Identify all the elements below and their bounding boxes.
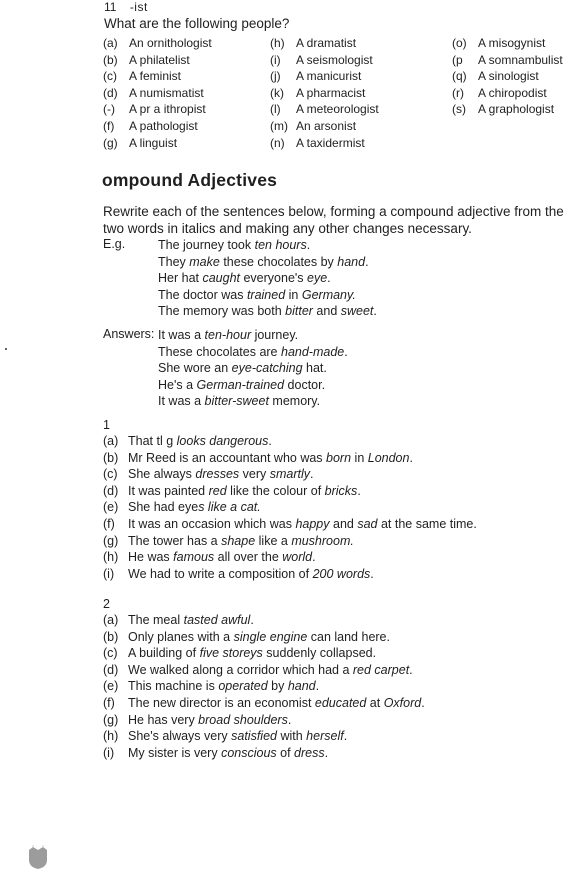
exercise-item bbox=[103, 678, 425, 695]
italic-phrase: s like a cat. bbox=[198, 500, 261, 515]
italic-phrase: eye bbox=[307, 271, 328, 286]
answers-lines bbox=[158, 327, 348, 410]
item-label: (p bbox=[452, 52, 463, 67]
item-text: A meteorologist bbox=[296, 102, 379, 117]
item-label: (g) bbox=[103, 135, 118, 150]
sentence-line bbox=[158, 254, 377, 271]
item-label: (h) bbox=[103, 550, 119, 565]
text-run: That tl g bbox=[128, 434, 177, 448]
exercise-item bbox=[103, 662, 425, 679]
item-text: A pharmacist bbox=[296, 85, 366, 100]
item-label: (b) bbox=[103, 629, 119, 644]
italic-phrase: famous bbox=[173, 550, 215, 565]
text-run: at the same time. bbox=[377, 516, 477, 531]
person-item bbox=[452, 52, 563, 69]
text-run: The journey took bbox=[158, 238, 255, 252]
item-text: A taxidermist bbox=[296, 135, 365, 150]
italic-phrase: eye-catching bbox=[231, 361, 303, 376]
item-label: (h) bbox=[270, 36, 285, 50]
margin-mark bbox=[5, 348, 7, 350]
italic-phrase: looks dangerous bbox=[176, 434, 269, 448]
text-run: . bbox=[310, 467, 314, 482]
item-label: (l) bbox=[270, 102, 281, 117]
item-label: (c) bbox=[103, 69, 117, 84]
text-run: with bbox=[276, 729, 307, 744]
italic-phrase: tasted awful bbox=[183, 613, 251, 627]
person-item bbox=[270, 135, 379, 152]
text-run: . bbox=[287, 712, 292, 727]
person-item bbox=[103, 135, 212, 152]
instructions: Rewrite each of the sentences below, forming a compound adjective from the two words in italics and making any other changes necessary. bbox=[103, 204, 564, 236]
text-run: Mr Reed is an accountant who was bbox=[128, 450, 327, 465]
item-label: (r) bbox=[452, 85, 464, 100]
italic-phrase: 200 words bbox=[312, 566, 371, 581]
shield-icon bbox=[27, 844, 49, 870]
person-item bbox=[270, 118, 379, 135]
text-run: like the colour of bbox=[226, 483, 325, 498]
person-item bbox=[452, 85, 563, 102]
person-item bbox=[103, 68, 212, 85]
text-run: these chocolates by bbox=[219, 254, 338, 269]
exercise-item bbox=[103, 483, 477, 500]
italic-phrase: five storeys bbox=[199, 646, 263, 661]
text-run: He has very bbox=[128, 712, 199, 727]
text-run: We had to write a composition of bbox=[128, 566, 313, 581]
text-run: . bbox=[312, 550, 316, 565]
exercise-2-number: 2 bbox=[103, 597, 110, 611]
text-run: It was an occasion which was bbox=[128, 516, 296, 531]
text-run: like a bbox=[255, 533, 292, 548]
text-run: . bbox=[306, 238, 311, 252]
italic-phrase: hand-made bbox=[281, 344, 345, 359]
italic-phrase: broad shoulders bbox=[198, 712, 288, 727]
item-label: (q) bbox=[452, 69, 467, 84]
text-run: . bbox=[357, 483, 361, 498]
italic-phrase: mushroom. bbox=[291, 533, 354, 548]
sentence-line bbox=[158, 360, 348, 377]
exercise-2-list bbox=[103, 612, 425, 761]
sentence-line bbox=[158, 393, 348, 410]
item-label: (n) bbox=[270, 135, 285, 150]
text-run: . bbox=[343, 729, 348, 744]
item-label: (-) bbox=[103, 102, 115, 117]
text-run: everyone's bbox=[240, 271, 308, 286]
exercise-item bbox=[103, 745, 425, 762]
exercise-item bbox=[103, 549, 477, 566]
item-text: A graphologist bbox=[478, 102, 555, 117]
italic-phrase: single engine bbox=[233, 629, 308, 644]
text-run: hat. bbox=[302, 361, 327, 376]
section-number bbox=[104, 0, 148, 14]
text-run: It was a bbox=[158, 394, 205, 409]
item-label: (f) bbox=[103, 118, 115, 133]
italic-phrase: ten-hour bbox=[204, 328, 252, 342]
item-text: A seismologist bbox=[296, 52, 373, 67]
item-label: (d) bbox=[103, 662, 119, 677]
text-run: Her hat bbox=[158, 271, 203, 286]
italic-phrase: world bbox=[282, 550, 313, 565]
exercise-item bbox=[103, 499, 477, 516]
person-item bbox=[270, 35, 379, 52]
text-run: . bbox=[327, 271, 331, 286]
text-run: . bbox=[365, 254, 369, 269]
person-item bbox=[452, 35, 563, 52]
italic-phrase: born bbox=[326, 450, 352, 465]
italic-phrase: German-trained bbox=[196, 377, 285, 392]
exercise-1-number: 1 bbox=[103, 418, 110, 432]
person-item bbox=[270, 68, 379, 85]
text-run: . bbox=[268, 434, 272, 448]
item-label: (m) bbox=[270, 118, 288, 133]
text-run: . bbox=[409, 450, 413, 465]
exercise-item bbox=[103, 516, 477, 533]
text-run: A building of bbox=[128, 646, 200, 661]
item-text: A pathologist bbox=[129, 118, 198, 133]
text-run: She's always very bbox=[128, 729, 232, 744]
person-item bbox=[452, 101, 563, 118]
item-label: (g) bbox=[103, 533, 119, 548]
sentence-line bbox=[158, 303, 377, 320]
italic-phrase: dress bbox=[294, 745, 325, 760]
item-text: A feminist bbox=[129, 69, 182, 84]
italic-phrase: dresses bbox=[195, 467, 240, 482]
exercise-item bbox=[103, 629, 425, 646]
exercise-item bbox=[103, 728, 425, 745]
item-label: (a) bbox=[103, 613, 119, 627]
item-text: An ornithologist bbox=[129, 36, 212, 50]
item-label: (g) bbox=[103, 712, 119, 727]
answers-label: Answers: bbox=[103, 327, 155, 341]
text-run: in bbox=[285, 287, 302, 302]
section-question: What are the following people? bbox=[104, 16, 290, 31]
sentence-line bbox=[158, 287, 377, 304]
italic-phrase: herself bbox=[306, 729, 344, 744]
text-run: He was bbox=[128, 550, 174, 565]
item-label: (k) bbox=[270, 85, 284, 100]
italic-phrase: sad bbox=[357, 516, 378, 531]
people-column-3 bbox=[452, 35, 563, 118]
item-text: A linguist bbox=[129, 135, 178, 150]
item-label: (e) bbox=[103, 679, 119, 694]
person-item bbox=[270, 85, 379, 102]
text-run: and bbox=[312, 304, 341, 319]
italic-phrase: conscious bbox=[221, 745, 277, 760]
item-label: (i) bbox=[103, 745, 115, 760]
text-run: The tower has a bbox=[128, 533, 222, 548]
text-run: all over the bbox=[214, 550, 283, 565]
text-run: at bbox=[366, 695, 384, 710]
exercise-item bbox=[103, 645, 425, 662]
text-run: He's a bbox=[158, 377, 197, 392]
text-run: . bbox=[344, 344, 348, 359]
item-text: A sinologist bbox=[478, 69, 539, 84]
item-label: (i) bbox=[103, 566, 115, 581]
exercise-item bbox=[103, 612, 425, 629]
text-run: These chocolates are bbox=[158, 344, 281, 359]
text-run: It was painted bbox=[128, 483, 209, 498]
item-label: (h) bbox=[103, 729, 119, 744]
text-run: . bbox=[409, 662, 413, 677]
item-label: (f) bbox=[103, 695, 115, 710]
item-label: (a) bbox=[103, 36, 118, 50]
text-run: It was a bbox=[158, 328, 205, 342]
text-run: . bbox=[324, 745, 329, 760]
item-label: (d) bbox=[103, 483, 119, 498]
item-text: A pr a ithropist bbox=[129, 102, 206, 117]
text-run: This machine is bbox=[128, 679, 219, 694]
person-item bbox=[103, 101, 212, 118]
item-label: (i) bbox=[270, 52, 281, 67]
example-lines bbox=[158, 237, 377, 320]
exercise-item bbox=[103, 712, 425, 729]
exercise-item bbox=[103, 466, 477, 483]
italic-phrase: operated bbox=[218, 679, 268, 694]
text-run: and bbox=[329, 516, 358, 531]
text-run: She always bbox=[128, 467, 196, 482]
person-item bbox=[270, 101, 379, 118]
person-item bbox=[103, 118, 212, 135]
italic-phrase: smartly bbox=[269, 467, 311, 482]
section-number-value: 11 bbox=[104, 0, 117, 14]
sentence-line bbox=[158, 344, 348, 361]
person-item bbox=[103, 85, 212, 102]
italic-phrase: Germany. bbox=[301, 287, 356, 302]
italic-phrase: bitter bbox=[285, 304, 313, 319]
text-run: by bbox=[267, 679, 288, 694]
exercise-item bbox=[103, 450, 477, 467]
sentence-line bbox=[158, 270, 377, 287]
item-label: (d) bbox=[103, 85, 118, 100]
item-text: A philatelist bbox=[129, 52, 190, 67]
text-run: of bbox=[276, 745, 295, 760]
item-label: (c) bbox=[103, 646, 118, 661]
italic-phrase: educated bbox=[314, 695, 367, 710]
text-run: can land here. bbox=[307, 629, 390, 644]
item-label: (f) bbox=[103, 516, 115, 531]
item-text: A manicurist bbox=[296, 69, 362, 84]
item-label: (b) bbox=[103, 450, 119, 465]
italic-phrase: satisfied bbox=[231, 729, 277, 744]
exercise-1-list bbox=[103, 433, 477, 582]
item-text: A misogynist bbox=[478, 36, 546, 50]
exercise-item bbox=[103, 533, 477, 550]
text-run: very bbox=[239, 467, 270, 482]
item-label: (c) bbox=[103, 467, 118, 482]
text-run: . bbox=[373, 304, 377, 319]
exercise-item bbox=[103, 695, 425, 712]
italic-phrase: ten hours bbox=[254, 238, 307, 252]
people-column-2 bbox=[270, 35, 379, 151]
item-text: A somnambulist bbox=[478, 52, 563, 67]
italic-phrase: hand bbox=[287, 679, 316, 694]
italic-phrase: hand bbox=[337, 254, 366, 269]
text-run: memory. bbox=[268, 394, 321, 409]
section-heading: ompound Adjectives bbox=[102, 170, 278, 190]
person-item bbox=[103, 35, 212, 52]
text-run: She wore an bbox=[158, 361, 232, 376]
text-run: Only planes with a bbox=[128, 629, 234, 644]
italic-phrase: bricks bbox=[324, 483, 358, 498]
item-text: A dramatist bbox=[296, 36, 357, 50]
italic-phrase: red bbox=[208, 483, 227, 498]
item-label: (s) bbox=[452, 102, 466, 117]
item-label: (a) bbox=[103, 434, 119, 448]
exercise-item bbox=[103, 566, 477, 583]
italic-phrase: caught bbox=[202, 271, 240, 286]
italic-phrase: make bbox=[189, 254, 220, 269]
text-run: The new director is an economist bbox=[128, 695, 315, 710]
text-run: . bbox=[370, 566, 374, 581]
text-run: The meal bbox=[128, 613, 184, 627]
text-run: We walked along a corridor which had a bbox=[128, 662, 353, 677]
person-item bbox=[452, 68, 563, 85]
sentence-line bbox=[158, 377, 348, 394]
italic-phrase: happy bbox=[295, 516, 330, 531]
item-label: (b) bbox=[103, 52, 118, 67]
item-label: (o) bbox=[452, 36, 467, 50]
text-run: The memory was both bbox=[158, 304, 286, 319]
text-run: . bbox=[315, 679, 320, 694]
text-run: They bbox=[158, 254, 190, 269]
text-run: journey. bbox=[251, 328, 299, 342]
item-label: (e) bbox=[103, 500, 119, 515]
person-item bbox=[103, 52, 212, 69]
item-label: (j) bbox=[270, 69, 281, 84]
item-text: A numismatist bbox=[129, 85, 204, 100]
text-run: My sister is very bbox=[128, 745, 222, 760]
italic-phrase: trained bbox=[246, 287, 286, 302]
italic-phrase: bitter-sweet bbox=[204, 394, 269, 409]
text-run: doctor. bbox=[284, 377, 326, 392]
italic-phrase: sweet bbox=[340, 304, 374, 319]
italic-phrase: shape bbox=[221, 533, 256, 548]
sentence-line bbox=[158, 237, 377, 254]
text-run: She had eye bbox=[128, 500, 199, 515]
italic-phrase: red carpet bbox=[352, 662, 410, 677]
sentence-line bbox=[158, 327, 348, 344]
person-item bbox=[270, 52, 379, 69]
text-run: suddenly collapsed. bbox=[262, 646, 377, 661]
text-run: . bbox=[250, 613, 254, 627]
item-text: A chiropodist bbox=[478, 85, 547, 100]
people-column-1 bbox=[103, 35, 212, 151]
example-label: E.g. bbox=[103, 237, 126, 251]
text-run: The doctor was bbox=[158, 287, 247, 302]
text-run: . bbox=[421, 695, 425, 710]
italic-phrase: London bbox=[367, 450, 410, 465]
italic-phrase: Oxford bbox=[383, 695, 422, 710]
section-suffix: -ist bbox=[129, 0, 148, 14]
text-run: in bbox=[351, 450, 368, 465]
exercise-item bbox=[103, 433, 477, 450]
item-text: An arsonist bbox=[296, 118, 357, 133]
